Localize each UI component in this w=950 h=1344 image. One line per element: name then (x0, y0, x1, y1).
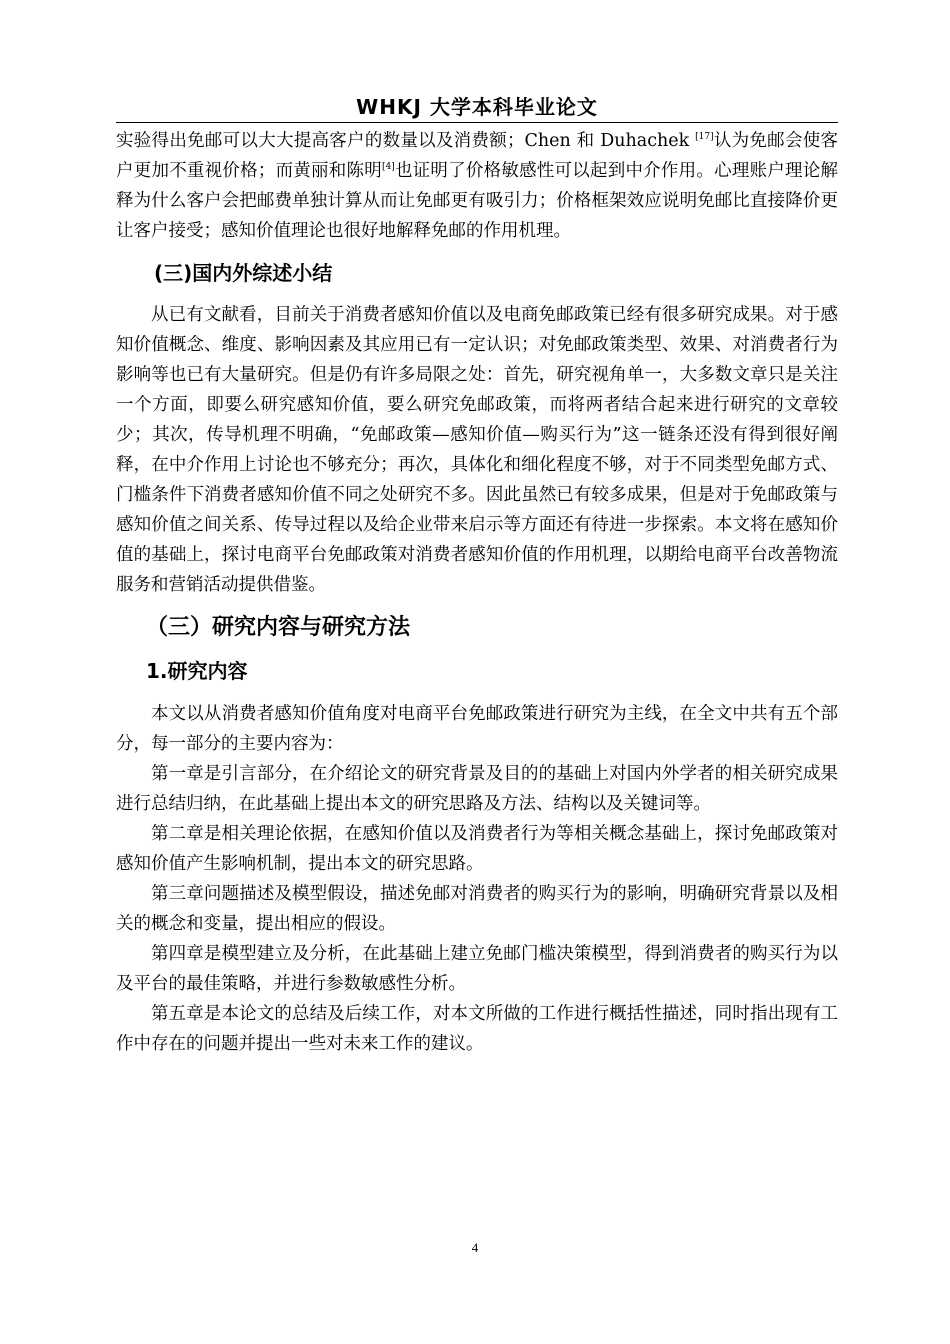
paragraph-chapter-1: 第一章是引言部分，在介绍论文的研究背景及目的的基础上对国内外学者的相关研究成果进行总结归纳，在此基础上提出本文的研究思路及方法、结构以及关键词等。 (116, 764, 838, 814)
citation-4: [4] (381, 162, 395, 173)
paragraph-review-summary: 从已有文献看，目前关于消费者感知价值以及电商免邮政策已经有很多研究成果。对于感知价值概念、维度、影响因素及其应用已有一定认识；对免邮政策类型、效果、对消费者行为影响等也已有大量研究。但是仍有许多局限之处：首先，研究视角单一，大多数文章只是关注一个方面，即要么研究感知价值，要么研究免邮政策，而将两者结合起来进行研究的文章较少；其次，传导机理不明确，“免邮政策—感知价值—购买行为”这一链条还没有得到很好阐释，在中介作用上讨论也不够充分；再次，具体化和细化程度不够，对于不同类型免邮方式、门槛条件下消费者感知价值不同之处研究不多。因此虽然已有较多成果，但是对于免邮政策与感知价值之间关系、传导过程以及给企业带来启示等方面还有待进一步探索。本文将在感知价值的基础上，探讨电商平台免邮政策对消费者感知价值的作用机理，以期给电商平台改善物流服务和营销活动提供借鉴。 (116, 305, 838, 595)
heading-review-summary: (三)国内外综述小结 (154, 261, 333, 285)
page-header (116, 92, 838, 123)
paragraph-chapter-2: 第二章是相关理论依据，在感知价值以及消费者行为等相关概念基础上，探讨免邮政策对感知价值产生影响机制，提出本文的研究思路。 (116, 824, 838, 874)
paragraph-chapter-5: 第五章是本论文的总结及后续工作，对本文所做的工作进行概括性描述，同时指出现有工作中存在的问题并提出一些对未来工作的建议。 (116, 1004, 838, 1054)
header-title: WHKJ 大学本科毕业论文 (356, 95, 598, 119)
paragraph-literature-review (116, 126, 838, 246)
paragraph-chapter-4: 第四章是模型建立及分析，在此基础上建立免邮门槛决策模型，得到消费者的购买行为以及平台的最佳策略，并进行参数敏感性分析。 (116, 944, 838, 994)
paragraph-text: 也证明了价格敏感性可以起到中介作用。心理账户理论解释为什么客户会把邮费单独计算从而让免邮更有吸引力；价格框架效应说明免邮比直接降价更让客户接受；感知价值理论也很好地解释免邮的作用机理。 (116, 161, 838, 241)
page-number: 4 (471, 1240, 479, 1255)
page-body (116, 126, 838, 1059)
paragraph-content-intro: 本文以从消费者感知价值角度对电商平台免邮政策进行研究为主线，在全文中共有五个部分，每一部分的主要内容为： (116, 704, 838, 754)
citation-17: [17] (695, 132, 714, 143)
heading-research-content-methods: （三）研究内容与研究方法 (146, 615, 411, 640)
paragraph-text: 实验得出免邮可以大大提高客户的数量以及消费额；Chen 和 Duhachek (116, 131, 696, 151)
heading-research-content: 1.研究内容 (146, 659, 248, 683)
paragraph-text: 认为免邮会使客户更加不重视价格；而黄丽和陈明 (116, 131, 839, 181)
paragraph-chapter-3: 第三章问题描述及模型假设，描述免邮对消费者的购买行为的影响，明确研究背景以及相关的概念和变量，提出相应的假设。 (116, 884, 838, 934)
